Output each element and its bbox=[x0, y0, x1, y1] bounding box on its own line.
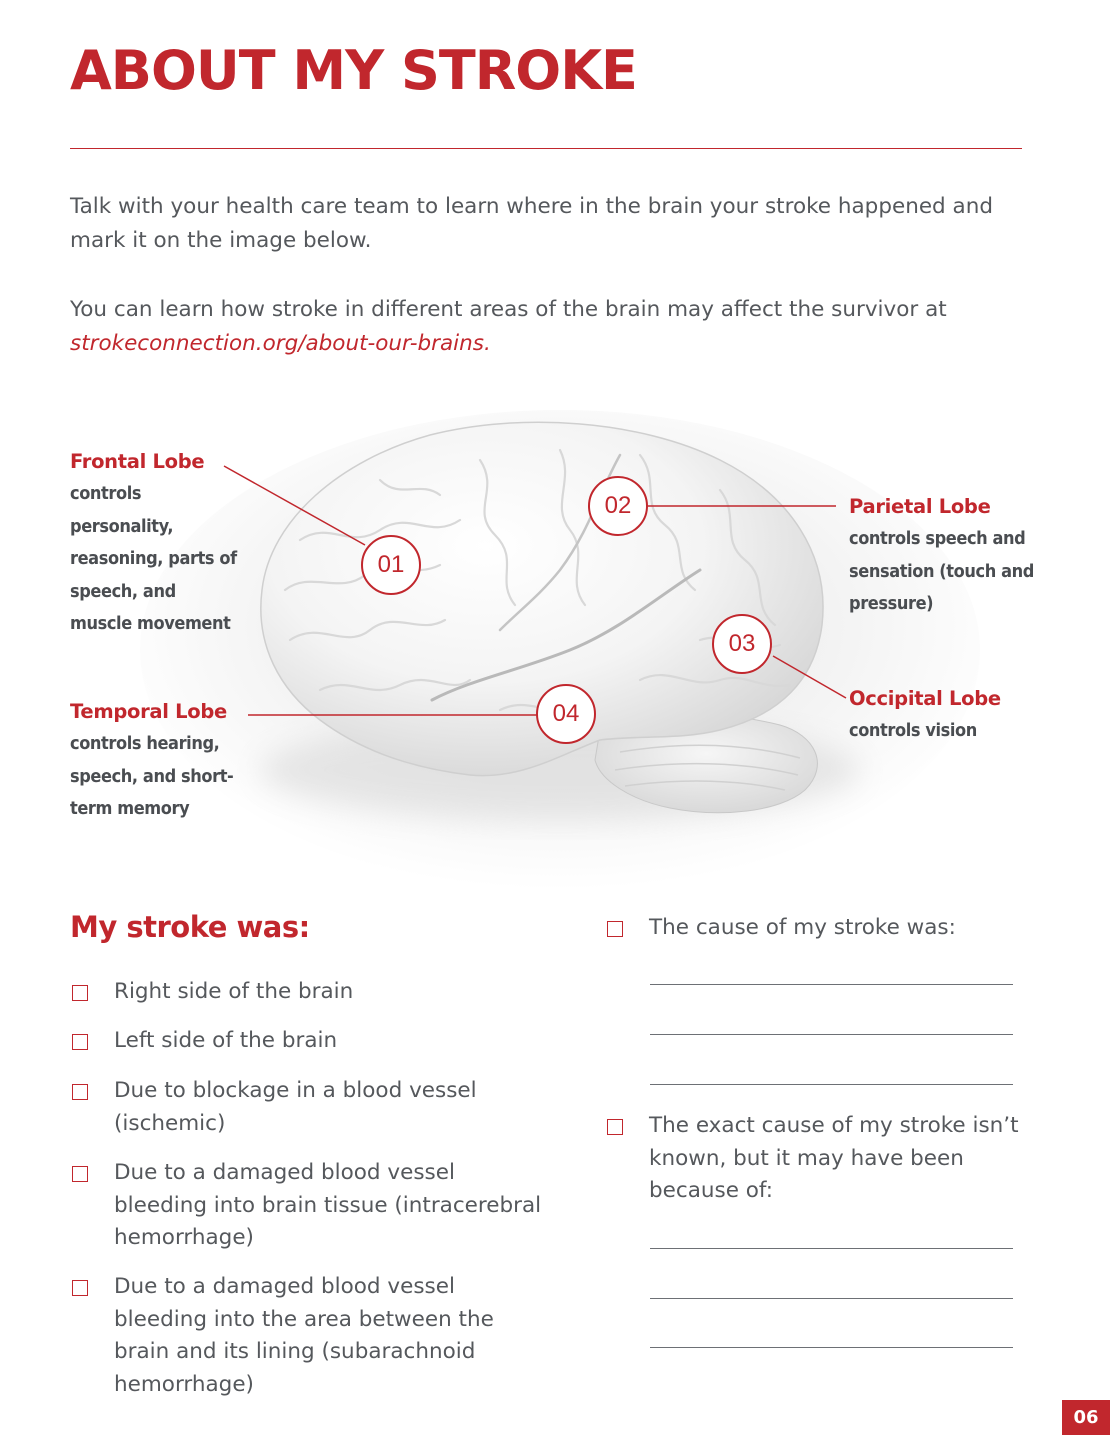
page-number: 06 bbox=[1062, 1400, 1110, 1435]
option-known-cause[interactable] bbox=[607, 912, 1027, 945]
known-cause-line-1[interactable] bbox=[650, 984, 1013, 985]
possible-cause-line-1[interactable] bbox=[650, 1248, 1013, 1249]
temporal-lobe-description: controls hearing, speech, and short-term memory bbox=[70, 733, 234, 819]
option-left-side[interactable] bbox=[72, 1025, 552, 1058]
option-right-side[interactable] bbox=[72, 976, 552, 1009]
option-unknown-cause[interactable] bbox=[607, 1110, 1027, 1208]
occipital-lobe-description: controls vision bbox=[849, 720, 977, 741]
possible-cause-line-2[interactable] bbox=[650, 1298, 1013, 1299]
occipital-lobe-label bbox=[849, 683, 1064, 748]
marker-03: 03 bbox=[712, 614, 772, 674]
checkbox[interactable] bbox=[72, 1166, 88, 1182]
parietal-lobe-label bbox=[849, 491, 1064, 621]
option-label: The exact cause of my stroke isn’t known, but it may have been because of: bbox=[649, 1113, 1019, 1203]
checkbox[interactable] bbox=[72, 1084, 88, 1100]
checkbox[interactable] bbox=[72, 1280, 88, 1296]
option-label: Due to blockage in a blood vessel (ischemic) bbox=[114, 1078, 477, 1136]
temporal-lobe-label bbox=[70, 696, 270, 826]
option-label: Due to a damaged blood vessel bleeding into brain tissue (intracerebral hemorrhage) bbox=[114, 1160, 542, 1250]
intro-paragraph: Talk with your health care team to learn where in the brain your stroke happened and mark it on the image below. bbox=[70, 194, 993, 253]
my-stroke-heading: My stroke was: bbox=[70, 910, 310, 944]
checkbox[interactable] bbox=[72, 985, 88, 1001]
checkbox[interactable] bbox=[72, 1034, 88, 1050]
title-divider bbox=[70, 148, 1022, 149]
marker-04: 04 bbox=[536, 684, 596, 744]
page-title: ABOUT MY STROKE bbox=[70, 39, 637, 102]
marker-01: 01 bbox=[361, 535, 421, 595]
frontal-lobe-description: controls personality, reasoning, parts of speech, and muscle movement bbox=[70, 483, 237, 634]
option-intracerebral-hemorrhage[interactable] bbox=[72, 1157, 552, 1255]
about-our-brains-link[interactable]: strokeconnection.org/about-our-brains. bbox=[70, 331, 491, 356]
option-label: Right side of the brain bbox=[114, 979, 354, 1004]
marker-02: 02 bbox=[588, 476, 648, 536]
occipital-lobe-name: Occipital Lobe bbox=[849, 687, 1001, 710]
known-cause-line-3[interactable] bbox=[650, 1084, 1013, 1085]
frontal-lobe-name: Frontal Lobe bbox=[70, 450, 205, 473]
option-ischemic[interactable] bbox=[72, 1075, 552, 1140]
checkbox[interactable] bbox=[607, 921, 623, 937]
parietal-lobe-description: controls speech and sensation (touch and pressure) bbox=[849, 528, 1034, 614]
option-label: Left side of the brain bbox=[114, 1028, 338, 1053]
learn-more-paragraph bbox=[70, 293, 1030, 361]
option-subarachnoid-hemorrhage[interactable] bbox=[72, 1271, 552, 1401]
temporal-lobe-name: Temporal Lobe bbox=[70, 700, 227, 723]
known-cause-line-2[interactable] bbox=[650, 1034, 1013, 1035]
learn-more-text: You can learn how stroke in different areas of the brain may affect the survivor at bbox=[70, 297, 947, 322]
frontal-lobe-label bbox=[70, 446, 240, 641]
option-label: The cause of my stroke was: bbox=[649, 915, 956, 940]
parietal-lobe-name: Parietal Lobe bbox=[849, 495, 991, 518]
option-label: Due to a damaged blood vessel bleeding into the area between the brain and its lining (subarachnoid hemorrhage) bbox=[114, 1274, 494, 1397]
possible-cause-line-3[interactable] bbox=[650, 1347, 1013, 1348]
checkbox[interactable] bbox=[607, 1119, 623, 1135]
